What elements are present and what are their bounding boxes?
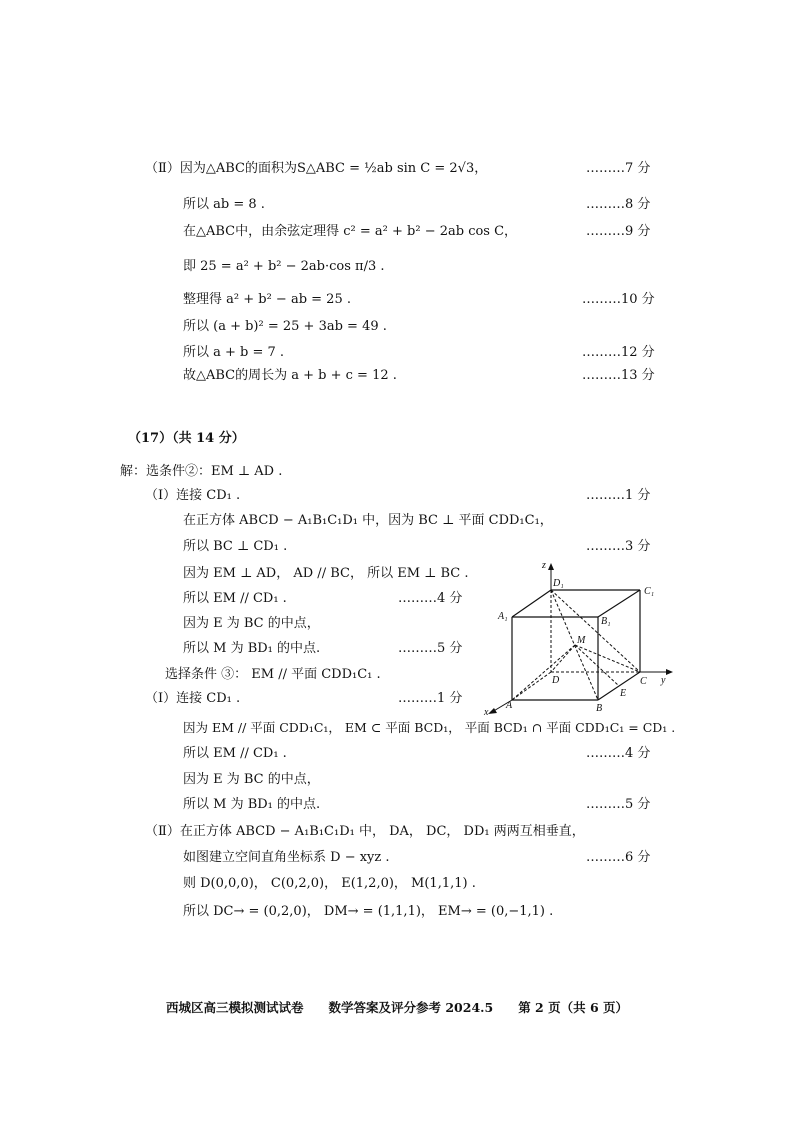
label-e: E — [620, 688, 627, 699]
x-axis-arrow — [488, 708, 497, 714]
score-mark: ………10 分 — [582, 292, 655, 307]
segment-md — [551, 645, 575, 672]
label-c: C — [640, 676, 647, 687]
diagonal-bd1 — [551, 590, 598, 700]
solution-line: 所以 EM // CD₁ . — [183, 591, 287, 606]
solution-line: 因为 EM ⊥ AD， AD // BC， 所以 EM ⊥ BC . — [183, 566, 469, 581]
segment-ma — [512, 645, 575, 700]
solution-line: （Ⅱ）因为△ABC的面积为S△ABC = ½ab sin C = 2√3， — [145, 161, 488, 176]
label-b1: B₁ — [601, 616, 611, 627]
score-mark: ………1 分 — [398, 691, 463, 706]
question-header: （17）（共 14 分） — [128, 431, 245, 446]
solution-line: 所以 EM // CD₁ . — [183, 746, 287, 761]
label-d1: D₁ — [553, 578, 564, 589]
score-mark: ………9 分 — [586, 224, 651, 239]
solution-line: 整理得 a² + b² − ab = 25 . — [183, 292, 351, 307]
solution-line: 因为 E 为 BC 的中点， — [183, 772, 320, 787]
segment-cd1 — [551, 590, 640, 672]
label-a: A — [506, 700, 513, 711]
solution-line: 所以 a + b = 7 . — [183, 345, 285, 360]
solution-line: 所以 DC→ = (0,2,0)， DM→ = (1,1,1)， EM→ = (0,−1,1) . — [183, 904, 554, 919]
y-axis-arrow — [666, 669, 673, 675]
solution-line: 在△ABC中，由余弦定理得 c² = a² + b² − 2ab cos C， — [183, 224, 518, 239]
label-a1: A₁ — [498, 611, 508, 622]
cube-edge — [598, 590, 640, 617]
label-x: x — [484, 707, 489, 718]
cube-edge — [598, 672, 640, 700]
score-mark: ………8 分 — [586, 197, 651, 212]
score-mark: ………4 分 — [398, 591, 463, 606]
score-mark: ………5 分 — [586, 797, 651, 812]
score-mark: ………5 分 — [398, 641, 463, 656]
page-footer: 西城区高三模拟测试试卷 数学答案及评分参考 2024.5 第 2 页（共 6 页） — [166, 1000, 628, 1015]
solution-line: 因为 EM // 平面 CDD₁C₁， EM ⊂ 平面 BCD₁， 平面 BCD₁ ∩ 平面 CDD₁C₁ = CD₁ . — [183, 720, 676, 735]
label-z: z — [542, 560, 546, 571]
solution-line: 所以 (a + b)² = 25 + 3ab = 49 . — [183, 319, 387, 334]
score-mark: ………1 分 — [586, 488, 651, 503]
cube-edge — [512, 590, 551, 617]
solution-line: 所以 M 为 BD₁ 的中点. — [183, 797, 321, 812]
solution-line: 则 D(0,0,0)， C(0,2,0)， E(1,2,0)， M(1,1,1) . — [183, 876, 476, 891]
solution-line: 因为 E 为 BC 的中点， — [183, 616, 320, 631]
solution-line: 在正方体 ABCD − A₁B₁C₁D₁ 中，因为 BC ⊥ 平面 CDD₁C₁， — [183, 513, 553, 528]
solution-line: 即 25 = a² + b² − 2ab·cos π/3 . — [183, 259, 385, 274]
label-b: B — [596, 703, 603, 714]
hidden-edge — [512, 672, 551, 700]
solution-line: 解：选条件②：EM ⊥ AD . — [120, 464, 283, 479]
solution-line: 选择条件 ③： EM // 平面 CDD₁C₁ . — [165, 667, 381, 682]
label-c1: C₁ — [644, 586, 655, 597]
solution-line: （Ⅰ）连接 CD₁ . — [145, 488, 241, 503]
segment-me — [575, 645, 619, 686]
score-mark: ………7 分 — [586, 161, 651, 176]
solution-line: （Ⅰ）连接 CD₁ . — [145, 691, 241, 706]
label-m: M — [577, 635, 586, 646]
solution-line: 所以 BC ⊥ CD₁ . — [183, 539, 288, 554]
segment-mc — [575, 645, 640, 672]
z-axis-arrow — [548, 563, 554, 570]
score-mark: ………3 分 — [586, 539, 651, 554]
label-d: D — [552, 675, 560, 686]
solution-line: （Ⅱ）在正方体 ABCD − A₁B₁C₁D₁ 中， DA， DC， DD₁ 两两互相垂直， — [145, 824, 585, 839]
solution-line: 如图建立空间直角坐标系 D − xyz . — [183, 850, 390, 865]
solution-line: 所以 M 为 BD₁ 的中点. — [183, 641, 321, 656]
solution-line: 所以 ab = 8 . — [183, 197, 265, 212]
score-mark: ………13 分 — [582, 368, 655, 383]
label-y: y — [661, 675, 666, 686]
score-mark: ………4 分 — [586, 746, 651, 761]
score-mark: ………6 分 — [586, 850, 651, 865]
solution-line: 故△ABC的周长为 a + b + c = 12 . — [183, 368, 397, 383]
x-axis — [492, 700, 512, 712]
score-mark: ………12 分 — [582, 345, 655, 360]
